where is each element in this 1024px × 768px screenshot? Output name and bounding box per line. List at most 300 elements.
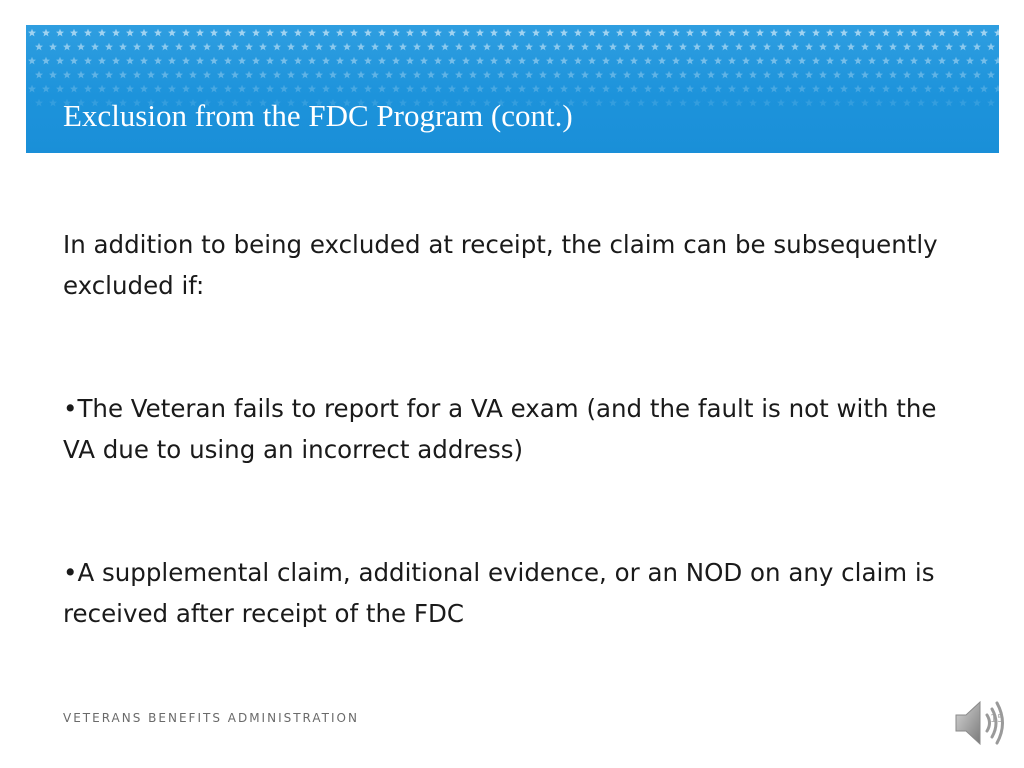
star-icon [630, 85, 638, 93]
star-icon [182, 57, 190, 65]
star-icon [658, 85, 666, 93]
star-icon [196, 29, 204, 37]
star-icon [28, 85, 36, 93]
star-icon [525, 43, 533, 51]
star-icon [567, 43, 575, 51]
star-icon [91, 43, 99, 51]
star-icon [133, 71, 141, 79]
star-icon [189, 71, 197, 79]
star-icon [112, 85, 120, 93]
star-icon [427, 43, 435, 51]
star-icon [679, 43, 687, 51]
star-icon [980, 29, 988, 37]
star-icon [812, 85, 820, 93]
star-icon [798, 57, 806, 65]
star-icon [819, 71, 827, 79]
star-icon [637, 71, 645, 79]
star-icon [707, 99, 715, 107]
star-icon [833, 99, 841, 107]
star-icon [238, 29, 246, 37]
star-icon [588, 29, 596, 37]
star-icon [868, 57, 876, 65]
star-icon [504, 29, 512, 37]
star-icon [518, 85, 526, 93]
star-icon [812, 29, 820, 37]
star-icon [455, 43, 463, 51]
star-icon [952, 85, 960, 93]
star-icon [497, 43, 505, 51]
star-icon [903, 43, 911, 51]
star-icon [756, 57, 764, 65]
star-icon [98, 29, 106, 37]
star-icon [847, 71, 855, 79]
star-icon [504, 85, 512, 93]
star-icon [952, 57, 960, 65]
star-icon [609, 99, 617, 107]
star-icon [511, 43, 519, 51]
star-icon [448, 29, 456, 37]
star-icon [651, 43, 659, 51]
star-icon [378, 85, 386, 93]
star-icon [490, 57, 498, 65]
star-icon [140, 29, 148, 37]
star-icon [847, 43, 855, 51]
star-icon [168, 85, 176, 93]
star-icon [70, 29, 78, 37]
slide-body [63, 224, 943, 634]
star-icon [931, 99, 939, 107]
star-icon [553, 43, 561, 51]
star-icon [147, 71, 155, 79]
star-icon [140, 85, 148, 93]
star-icon [546, 85, 554, 93]
star-icon [63, 71, 71, 79]
star-icon [742, 29, 750, 37]
star-icon [315, 43, 323, 51]
star-icon [147, 43, 155, 51]
star-icon [392, 57, 400, 65]
star-icon [623, 43, 631, 51]
star-icon [350, 29, 358, 37]
star-icon [42, 57, 50, 65]
star-icon [721, 71, 729, 79]
star-icon [406, 85, 414, 93]
star-icon [154, 29, 162, 37]
star-icon [553, 71, 561, 79]
star-icon [770, 29, 778, 37]
star-icon [560, 85, 568, 93]
star-icon [637, 99, 645, 107]
star-icon [581, 99, 589, 107]
star-icon [224, 29, 232, 37]
star-icon [840, 57, 848, 65]
star-icon [56, 85, 64, 93]
star-icon [987, 71, 995, 79]
star-icon [35, 99, 43, 107]
star-icon [70, 85, 78, 93]
star-icon [175, 71, 183, 79]
star-icon [343, 71, 351, 79]
star-icon [336, 29, 344, 37]
star-icon [84, 29, 92, 37]
star-icon [413, 43, 421, 51]
star-icon [693, 43, 701, 51]
star-icon [35, 43, 43, 51]
star-icon [420, 85, 428, 93]
star-icon [98, 57, 106, 65]
star-icon [686, 85, 694, 93]
star-icon [504, 57, 512, 65]
star-icon [112, 57, 120, 65]
star-icon [420, 57, 428, 65]
star-icon [539, 71, 547, 79]
star-icon [931, 71, 939, 79]
star-icon [56, 57, 64, 65]
star-icon [259, 43, 267, 51]
star-icon [490, 85, 498, 93]
star-icon [245, 43, 253, 51]
star-icon [749, 99, 757, 107]
star-icon [84, 57, 92, 65]
star-icon [777, 43, 785, 51]
star-icon [441, 71, 449, 79]
star-icon [910, 85, 918, 93]
star-icon [371, 71, 379, 79]
star-icon [378, 57, 386, 65]
star-icon [560, 57, 568, 65]
star-icon [119, 43, 127, 51]
star-icon [714, 57, 722, 65]
star-icon [392, 29, 400, 37]
star-icon [644, 29, 652, 37]
star-icon [511, 71, 519, 79]
star-icon [595, 71, 603, 79]
star-icon [98, 85, 106, 93]
star-icon [196, 85, 204, 93]
star-icon [735, 43, 743, 51]
star-icon [749, 71, 757, 79]
star-icon [574, 29, 582, 37]
star-icon [945, 99, 953, 107]
star-icon [966, 85, 974, 93]
star-icon [882, 57, 890, 65]
star-icon [749, 43, 757, 51]
star-icon [903, 71, 911, 79]
star-icon [763, 99, 771, 107]
star-icon [301, 43, 309, 51]
star-icon [826, 29, 834, 37]
star-icon [770, 57, 778, 65]
star-icon [308, 85, 316, 93]
star-icon [693, 99, 701, 107]
star-icon [721, 43, 729, 51]
star-icon [798, 85, 806, 93]
star-icon [875, 71, 883, 79]
star-icon [63, 43, 71, 51]
star-icon [882, 29, 890, 37]
star-icon [469, 71, 477, 79]
star-icon [518, 29, 526, 37]
star-icon [938, 57, 946, 65]
star-icon [896, 57, 904, 65]
star-icon [987, 99, 995, 107]
star-icon [182, 29, 190, 37]
star-icon [357, 71, 365, 79]
star-icon [714, 29, 722, 37]
star-icon [686, 29, 694, 37]
star-icon [952, 29, 960, 37]
star-icon [588, 85, 596, 93]
star-icon [588, 57, 596, 65]
star-icon [609, 43, 617, 51]
star-icon [707, 43, 715, 51]
star-icon [784, 85, 792, 93]
star-icon [224, 57, 232, 65]
star-icon [385, 43, 393, 51]
star-icon [574, 57, 582, 65]
star-icon [308, 29, 316, 37]
star-icon [301, 71, 309, 79]
star-icon [602, 85, 610, 93]
star-icon [637, 43, 645, 51]
star-icon [210, 85, 218, 93]
star-icon [742, 57, 750, 65]
star-icon [196, 57, 204, 65]
star-icon [259, 71, 267, 79]
star-icon [938, 29, 946, 37]
star-icon [217, 71, 225, 79]
star-icon [497, 71, 505, 79]
star-icon [763, 43, 771, 51]
star-icon [700, 57, 708, 65]
star-icon [287, 71, 295, 79]
star-icon [616, 57, 624, 65]
star-icon [861, 99, 869, 107]
star-icon [672, 57, 680, 65]
star-icon [833, 43, 841, 51]
star-icon [364, 85, 372, 93]
star-icon [770, 85, 778, 93]
star-icon [413, 71, 421, 79]
star-icon [602, 57, 610, 65]
star-icon [980, 85, 988, 93]
star-icon [994, 29, 999, 37]
star-icon [812, 57, 820, 65]
star-icon [189, 43, 197, 51]
star-icon [448, 85, 456, 93]
star-icon [455, 71, 463, 79]
speaker-icon[interactable] [950, 693, 1010, 753]
star-icon [665, 43, 673, 51]
star-icon [546, 57, 554, 65]
star-icon [672, 29, 680, 37]
star-icon [168, 29, 176, 37]
star-icon [896, 29, 904, 37]
star-icon [322, 57, 330, 65]
star-icon [245, 71, 253, 79]
star-icon [224, 85, 232, 93]
star-icon [273, 71, 281, 79]
star-icon [658, 29, 666, 37]
star-icon [679, 71, 687, 79]
star-icon [56, 29, 64, 37]
star-icon [322, 29, 330, 37]
star-icon [518, 57, 526, 65]
star-icon [252, 85, 260, 93]
star-icon [854, 57, 862, 65]
star-icon [266, 29, 274, 37]
star-icon [427, 71, 435, 79]
star-icon [910, 29, 918, 37]
star-icon [294, 57, 302, 65]
star-icon [924, 85, 932, 93]
star-icon [231, 43, 239, 51]
star-icon [630, 29, 638, 37]
star-icon [406, 57, 414, 65]
star-icon [819, 43, 827, 51]
star-icon [714, 85, 722, 93]
star-icon [112, 29, 120, 37]
star-icon [959, 99, 967, 107]
star-icon [133, 43, 141, 51]
star-icon [756, 29, 764, 37]
star-icon [735, 99, 743, 107]
star-icon [476, 85, 484, 93]
star-icon [994, 85, 999, 93]
star-icon [462, 29, 470, 37]
star-icon [280, 57, 288, 65]
star-icon [378, 29, 386, 37]
star-icon [399, 71, 407, 79]
star-icon [721, 99, 729, 107]
star-icon [945, 71, 953, 79]
star-icon [875, 43, 883, 51]
star-icon [693, 71, 701, 79]
star-icon [392, 85, 400, 93]
star-icon [42, 29, 50, 37]
intro-paragraph: In addition to being excluded at receipt, the claim can be subsequently excluded if: [63, 230, 938, 300]
star-icon [462, 85, 470, 93]
star-icon [917, 71, 925, 79]
star-icon [532, 85, 540, 93]
star-icon [266, 57, 274, 65]
star-icon [329, 43, 337, 51]
star-icon [917, 99, 925, 107]
star-icon [826, 85, 834, 93]
star-icon [315, 71, 323, 79]
star-icon [707, 71, 715, 79]
star-icon [182, 85, 190, 93]
star-icon [126, 57, 134, 65]
star-icon [539, 43, 547, 51]
star-icon [805, 43, 813, 51]
star-icon [973, 43, 981, 51]
footer-organization: VETERANS BENEFITS ADMINISTRATION [63, 711, 359, 725]
star-icon [805, 99, 813, 107]
star-icon [840, 85, 848, 93]
star-icon [966, 57, 974, 65]
star-icon [364, 29, 372, 37]
star-icon [924, 57, 932, 65]
star-icon [280, 85, 288, 93]
star-icon [574, 85, 582, 93]
star-icon [777, 71, 785, 79]
star-icon [889, 99, 897, 107]
slide-title: Exclusion from the FDC Program (cont.) [63, 98, 573, 133]
star-icon [434, 29, 442, 37]
star-icon [623, 71, 631, 79]
star-icon [434, 85, 442, 93]
star-icon [791, 71, 799, 79]
star-icon [462, 57, 470, 65]
star-icon [651, 71, 659, 79]
star-icon [343, 43, 351, 51]
star-icon [728, 29, 736, 37]
star-icon [49, 43, 57, 51]
star-icon [987, 43, 995, 51]
star-icon [833, 71, 841, 79]
star-icon [959, 71, 967, 79]
star-icon [630, 57, 638, 65]
star-icon [238, 85, 246, 93]
star-icon [322, 85, 330, 93]
star-icon [560, 29, 568, 37]
star-icon [490, 29, 498, 37]
star-icon [959, 43, 967, 51]
star-icon [658, 57, 666, 65]
star-icon [882, 85, 890, 93]
star-icon [973, 99, 981, 107]
star-icon [154, 85, 162, 93]
star-icon [672, 85, 680, 93]
star-icon [161, 71, 169, 79]
star-icon [329, 71, 337, 79]
star-icon [896, 85, 904, 93]
star-icon [168, 57, 176, 65]
star-icon [938, 85, 946, 93]
star-icon [756, 85, 764, 93]
star-icon [546, 29, 554, 37]
star-icon [266, 85, 274, 93]
star-icon [700, 85, 708, 93]
star-icon [287, 43, 295, 51]
star-icon [77, 71, 85, 79]
star-icon [210, 29, 218, 37]
star-icon [217, 43, 225, 51]
star-icon [203, 71, 211, 79]
star-icon [126, 85, 134, 93]
star-icon [861, 43, 869, 51]
star-icon [679, 99, 687, 107]
page-number: 15 [990, 712, 1004, 725]
star-icon [154, 57, 162, 65]
star-icon [966, 29, 974, 37]
star-icon [161, 43, 169, 51]
star-icon [924, 29, 932, 37]
star-icon [126, 29, 134, 37]
star-icon [280, 29, 288, 37]
star-icon [350, 85, 358, 93]
star-icon [840, 29, 848, 37]
star-icon [581, 43, 589, 51]
star-icon [945, 43, 953, 51]
bullet-item-supplemental: •A supplemental claim, additional evidence, or an NOD on any claim is received after receipt of the FDC [63, 558, 935, 628]
star-icon [868, 85, 876, 93]
star-icon [931, 43, 939, 51]
star-icon [364, 57, 372, 65]
star-icon [532, 57, 540, 65]
star-icon [903, 99, 911, 107]
